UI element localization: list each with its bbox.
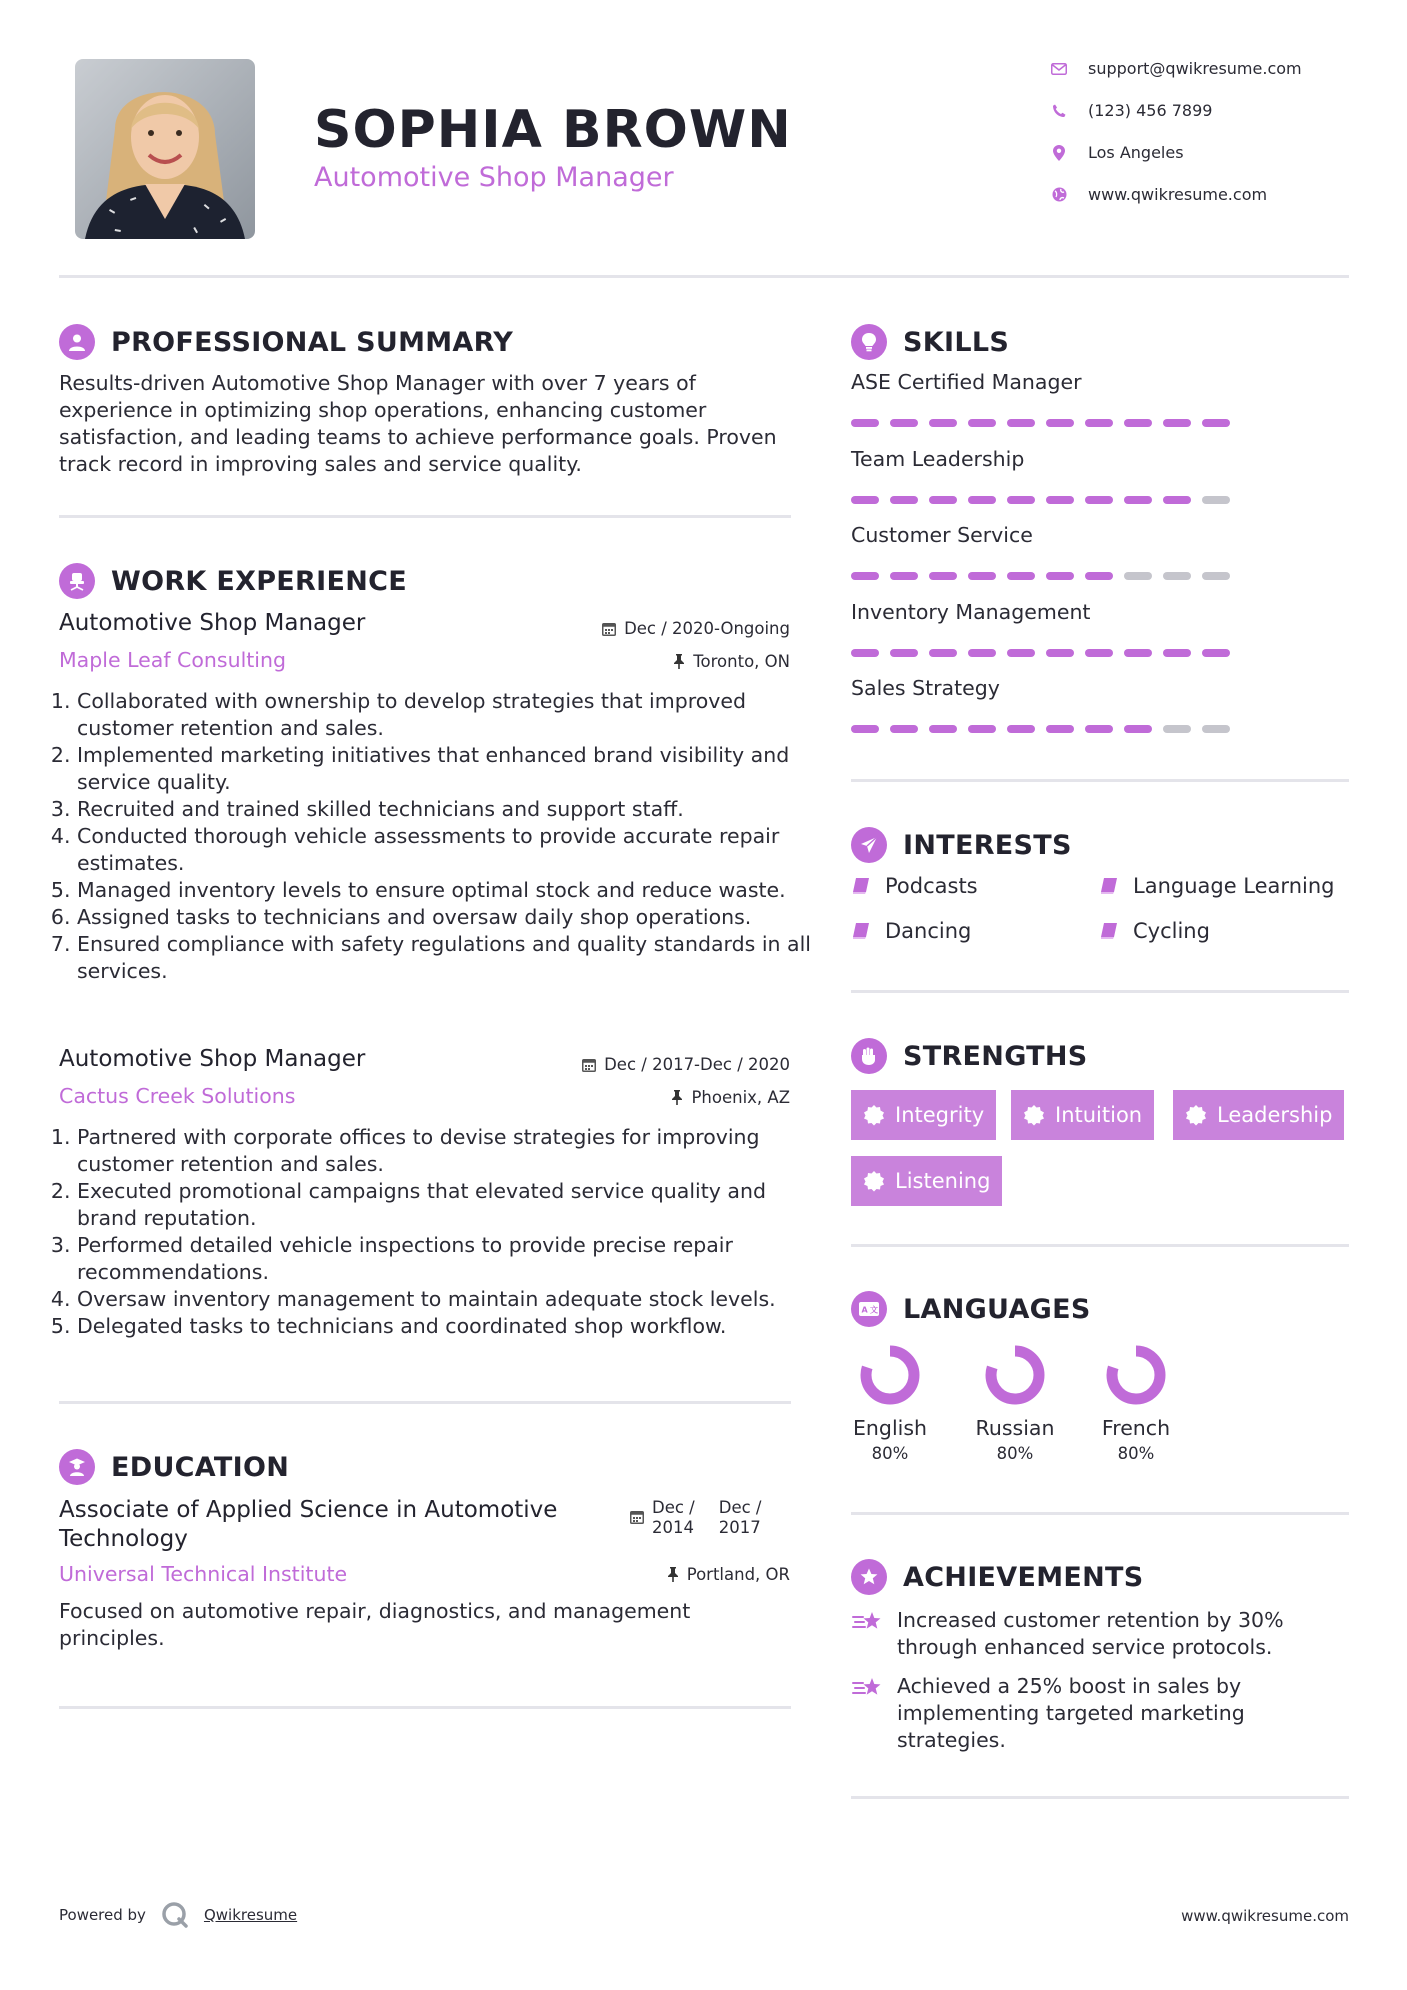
skill-dot-filled xyxy=(851,496,879,504)
skill-dot-filled xyxy=(1163,419,1191,427)
skill-dot-filled xyxy=(1007,496,1035,504)
duty-item: 4. Conducted thorough vehicle assessments to provide accurate repair estimates. xyxy=(77,823,812,877)
skill-dot-filled xyxy=(968,496,996,504)
skill-dot-empty xyxy=(1163,572,1191,580)
education-end-month: Dec / xyxy=(718,1498,762,1517)
badge-icon xyxy=(863,1104,885,1126)
skill-dot-filled xyxy=(890,419,918,427)
pushpin-icon xyxy=(667,1567,679,1582)
skills-divider xyxy=(851,779,1349,782)
badge-icon xyxy=(1185,1104,1207,1126)
strength-chip: Intuition xyxy=(1011,1090,1154,1140)
skill-name: Team Leadership xyxy=(851,446,1025,471)
skill-dot-filled xyxy=(1202,419,1230,427)
duty-item: 6. Assigned tasks to technicians and oversaw daily shop operations. xyxy=(77,904,812,931)
language-name: Russian xyxy=(975,1416,1055,1440)
language-name: English xyxy=(852,1416,928,1440)
skill-level-meter xyxy=(851,572,1241,580)
job-1-dates: Dec / 2020-Ongoing xyxy=(540,619,790,638)
skill-dot-filled xyxy=(1085,725,1113,733)
strengths-heading: STRENGTHS xyxy=(851,1038,1088,1074)
skill-name: Customer Service xyxy=(851,523,1033,547)
skill-dot-filled xyxy=(1202,649,1230,657)
job-2-title: Automotive Shop Manager xyxy=(59,1046,366,1072)
strength-chip: Leadership xyxy=(1173,1090,1344,1140)
pushpin-icon xyxy=(671,1090,683,1105)
language-gauge xyxy=(1105,1344,1167,1406)
skill-name: Inventory Management xyxy=(851,599,1091,624)
language-item xyxy=(970,1344,1060,1463)
language-gauge xyxy=(984,1344,1046,1406)
languages-divider xyxy=(851,1512,1349,1515)
languages-heading: A 文 LANGUAGES xyxy=(851,1291,1091,1327)
skill-dot-filled xyxy=(929,725,957,733)
book-icon xyxy=(1099,922,1119,940)
language-gauge xyxy=(859,1344,921,1406)
education-start-month: Dec / xyxy=(652,1498,695,1517)
skill-dot-filled xyxy=(890,496,918,504)
skill-dot-filled xyxy=(1124,496,1152,504)
skill-name: ASE Certified Manager xyxy=(851,370,1082,394)
shooting-star-icon xyxy=(851,1609,885,1635)
education-heading: EDUCATION xyxy=(59,1449,289,1485)
contact-phone[interactable] xyxy=(1050,101,1212,120)
paper-plane-icon xyxy=(851,827,887,863)
language-item xyxy=(845,1344,935,1463)
candidate-name: SOPHIA BROWN xyxy=(314,100,792,160)
education-degree: Associate of Applied Science in Automotive Technology xyxy=(59,1497,558,1552)
skill-dot-filled xyxy=(1085,419,1113,427)
education-dates xyxy=(630,1498,761,1538)
skill-dot-filled xyxy=(1046,419,1074,427)
skill-dot-filled xyxy=(929,572,957,580)
skill-dot-empty xyxy=(1202,725,1230,733)
language-gauge-arc xyxy=(866,1351,914,1399)
footer-powered-by: Powered by Qwikresume xyxy=(59,1900,297,1930)
language-gauge-arc xyxy=(991,1351,1039,1399)
skill-dot-filled xyxy=(1163,496,1191,504)
skill-dot-empty xyxy=(1124,572,1152,580)
shooting-star-icon xyxy=(851,1675,885,1701)
skill-level-meter xyxy=(851,419,1241,427)
contact-website-text: www.qwikresume.com xyxy=(1088,185,1268,204)
job-1-duties xyxy=(59,688,812,985)
duty-item: 5. Delegated tasks to technicians and coordinated shop workflow. xyxy=(77,1313,812,1340)
interest-item: Dancing xyxy=(851,919,971,943)
calendar-icon xyxy=(602,622,616,636)
contact-website[interactable] xyxy=(1050,185,1267,204)
language-percent: 80% xyxy=(1117,1444,1155,1463)
skill-dot-filled xyxy=(1124,649,1152,657)
skill-dot-filled xyxy=(1007,725,1035,733)
svg-text:A: A xyxy=(861,1305,868,1315)
skill-dot-filled xyxy=(1124,419,1152,427)
interests-divider xyxy=(851,990,1349,993)
achievement-item: Increased customer retention by 30% through enhanced service protocols. xyxy=(851,1607,1321,1661)
skill-dot-filled xyxy=(890,725,918,733)
education-divider xyxy=(59,1706,791,1709)
skills-heading: SKILLS xyxy=(851,324,1009,360)
contact-phone-text: (123) 456 7899 xyxy=(1088,101,1213,120)
skill-dot-filled xyxy=(890,572,918,580)
skill-dot-filled xyxy=(851,649,879,657)
job-2-location: Phoenix, AZ xyxy=(540,1088,790,1107)
language-gauge-arc xyxy=(1112,1351,1160,1399)
book-icon xyxy=(1099,877,1119,895)
duty-item: 5. Managed inventory levels to ensure optimal stock and reduce waste. xyxy=(77,877,812,904)
duty-item: 3. Performed detailed vehicle inspections to provide precise repair recommendations. xyxy=(77,1232,812,1286)
svg-text:文: 文 xyxy=(870,1305,878,1315)
interest-item: Language Learning xyxy=(1099,874,1334,898)
skill-dot-empty xyxy=(1163,725,1191,733)
language-percent: 80% xyxy=(871,1444,909,1463)
pushpin-icon xyxy=(673,654,685,669)
skill-dot-filled xyxy=(1085,572,1113,580)
job-2-company: Cactus Creek Solutions xyxy=(59,1084,296,1108)
education-school: Universal Technical Institute xyxy=(59,1562,348,1586)
experience-heading: WORK EXPERIENCE xyxy=(59,563,407,599)
skill-dot-filled xyxy=(1007,649,1035,657)
education-end-year: 2017 xyxy=(718,1518,761,1537)
summary-heading: PROFESSIONAL SUMMARY xyxy=(59,324,513,360)
skill-dot-empty xyxy=(1202,496,1230,504)
experience-divider xyxy=(59,1401,791,1404)
strengths-divider xyxy=(851,1244,1349,1247)
lightbulb-icon xyxy=(851,324,887,360)
book-icon xyxy=(851,877,871,895)
skill-dot-filled xyxy=(851,419,879,427)
skill-dot-filled xyxy=(890,649,918,657)
language-name: French xyxy=(1101,1416,1171,1440)
user-icon xyxy=(59,324,95,360)
skill-dot-filled xyxy=(968,572,996,580)
location-pin-icon xyxy=(1050,144,1068,162)
skill-level-meter xyxy=(851,649,1241,657)
graduate-icon xyxy=(59,1449,95,1485)
skill-dot-filled xyxy=(929,419,957,427)
profile-photo xyxy=(75,59,255,239)
skill-dot-empty xyxy=(1202,572,1230,580)
skill-dot-filled xyxy=(1046,496,1074,504)
footer-brand-link[interactable]: Qwikresume xyxy=(203,1906,298,1924)
badge-icon xyxy=(863,1170,885,1192)
skill-dot-filled xyxy=(968,649,996,657)
language-card-icon xyxy=(851,1291,887,1327)
skill-dot-filled xyxy=(1085,496,1113,504)
duty-item: 2. Executed promotional campaigns that elevated service quality and brand reputation. xyxy=(77,1178,812,1232)
header-divider xyxy=(59,275,1349,278)
contact-email-text: support@qwikresume.com xyxy=(1088,59,1302,78)
language-item xyxy=(1091,1344,1181,1463)
candidate-title: Automotive Shop Manager xyxy=(314,162,674,193)
book-icon xyxy=(851,922,871,940)
qwikresume-logo-icon xyxy=(160,1900,190,1930)
contact-location-text: Los Angeles xyxy=(1088,143,1184,162)
duty-item: 1. Collaborated with ownership to develop strategies that improved customer retention and sales. xyxy=(77,688,812,742)
interest-item: Podcasts xyxy=(851,874,978,898)
achievements-heading: ACHIEVEMENTS xyxy=(851,1559,1144,1595)
globe-icon xyxy=(1050,186,1068,204)
skill-dot-filled xyxy=(1046,572,1074,580)
fist-icon xyxy=(851,1038,887,1074)
education-start-year: 2014 xyxy=(652,1518,694,1537)
footer-url[interactable]: www.qwikresume.com xyxy=(1181,1907,1349,1925)
achievement-item: Achieved a 25% boost in sales by implementing targeted marketing strategies. xyxy=(851,1673,1321,1754)
skill-dot-filled xyxy=(1007,572,1035,580)
summary-divider xyxy=(59,515,791,518)
skill-name: Sales Strategy xyxy=(851,676,1000,700)
skill-dot-filled xyxy=(1085,649,1113,657)
job-2-dates: Dec / 2017-Dec / 2020 xyxy=(540,1055,790,1074)
calendar-icon xyxy=(630,1510,644,1524)
contact-email[interactable] xyxy=(1050,59,1302,78)
skill-dot-filled xyxy=(851,572,879,580)
calendar-icon xyxy=(582,1058,596,1072)
contact-location xyxy=(1050,143,1184,162)
language-percent: 80% xyxy=(996,1444,1034,1463)
star-badge-icon xyxy=(851,1559,887,1595)
skill-dot-filled xyxy=(1046,649,1074,657)
education-description: Focused on automotive repair, diagnostics, and management principles. xyxy=(59,1599,691,1650)
job-1-title: Automotive Shop Manager xyxy=(59,610,366,636)
skill-level-meter xyxy=(851,725,1241,733)
summary-text: Results-driven Automotive Shop Manager with over 7 years of experience in optimizing shop operations, enhancing customer satisfaction, and leading teams to achieve performance goals. Proven track record in improving sales and service quality. xyxy=(59,371,777,476)
duty-item: 2. Implemented marketing initiatives that enhanced brand visibility and service quality. xyxy=(77,742,812,796)
job-1-location: Toronto, ON xyxy=(540,652,790,671)
interests-heading: INTERESTS xyxy=(851,827,1072,863)
skill-dot-filled xyxy=(929,496,957,504)
duty-item: 7. Ensured compliance with safety regulations and quality standards in all services. xyxy=(77,931,812,985)
achievements-divider xyxy=(851,1796,1349,1799)
skill-dot-filled xyxy=(968,419,996,427)
badge-icon xyxy=(1023,1104,1045,1126)
job-2-duties xyxy=(59,1124,812,1340)
education-location: Portland, OR xyxy=(540,1565,790,1584)
skill-dot-filled xyxy=(1124,725,1152,733)
duty-item: 4. Oversaw inventory management to maintain adequate stock levels. xyxy=(77,1286,812,1313)
duty-item: 1. Partnered with corporate offices to devise strategies for improving customer retention and sales. xyxy=(77,1124,812,1178)
skill-dot-filled xyxy=(851,725,879,733)
envelope-icon xyxy=(1050,60,1068,78)
job-1-company: Maple Leaf Consulting xyxy=(59,648,287,672)
skill-dot-filled xyxy=(1046,725,1074,733)
office-chair-icon xyxy=(59,563,95,599)
skill-dot-filled xyxy=(1163,649,1191,657)
interest-item: Cycling xyxy=(1099,919,1210,943)
skill-dot-filled xyxy=(929,649,957,657)
skill-level-meter xyxy=(851,496,1241,504)
strength-chip: Listening xyxy=(851,1156,1002,1206)
skill-dot-filled xyxy=(1007,419,1035,427)
phone-icon xyxy=(1050,102,1068,120)
skill-dot-filled xyxy=(968,725,996,733)
strength-chip: Integrity xyxy=(851,1090,996,1140)
duty-item: 3. Recruited and trained skilled technicians and support staff. xyxy=(77,796,812,823)
